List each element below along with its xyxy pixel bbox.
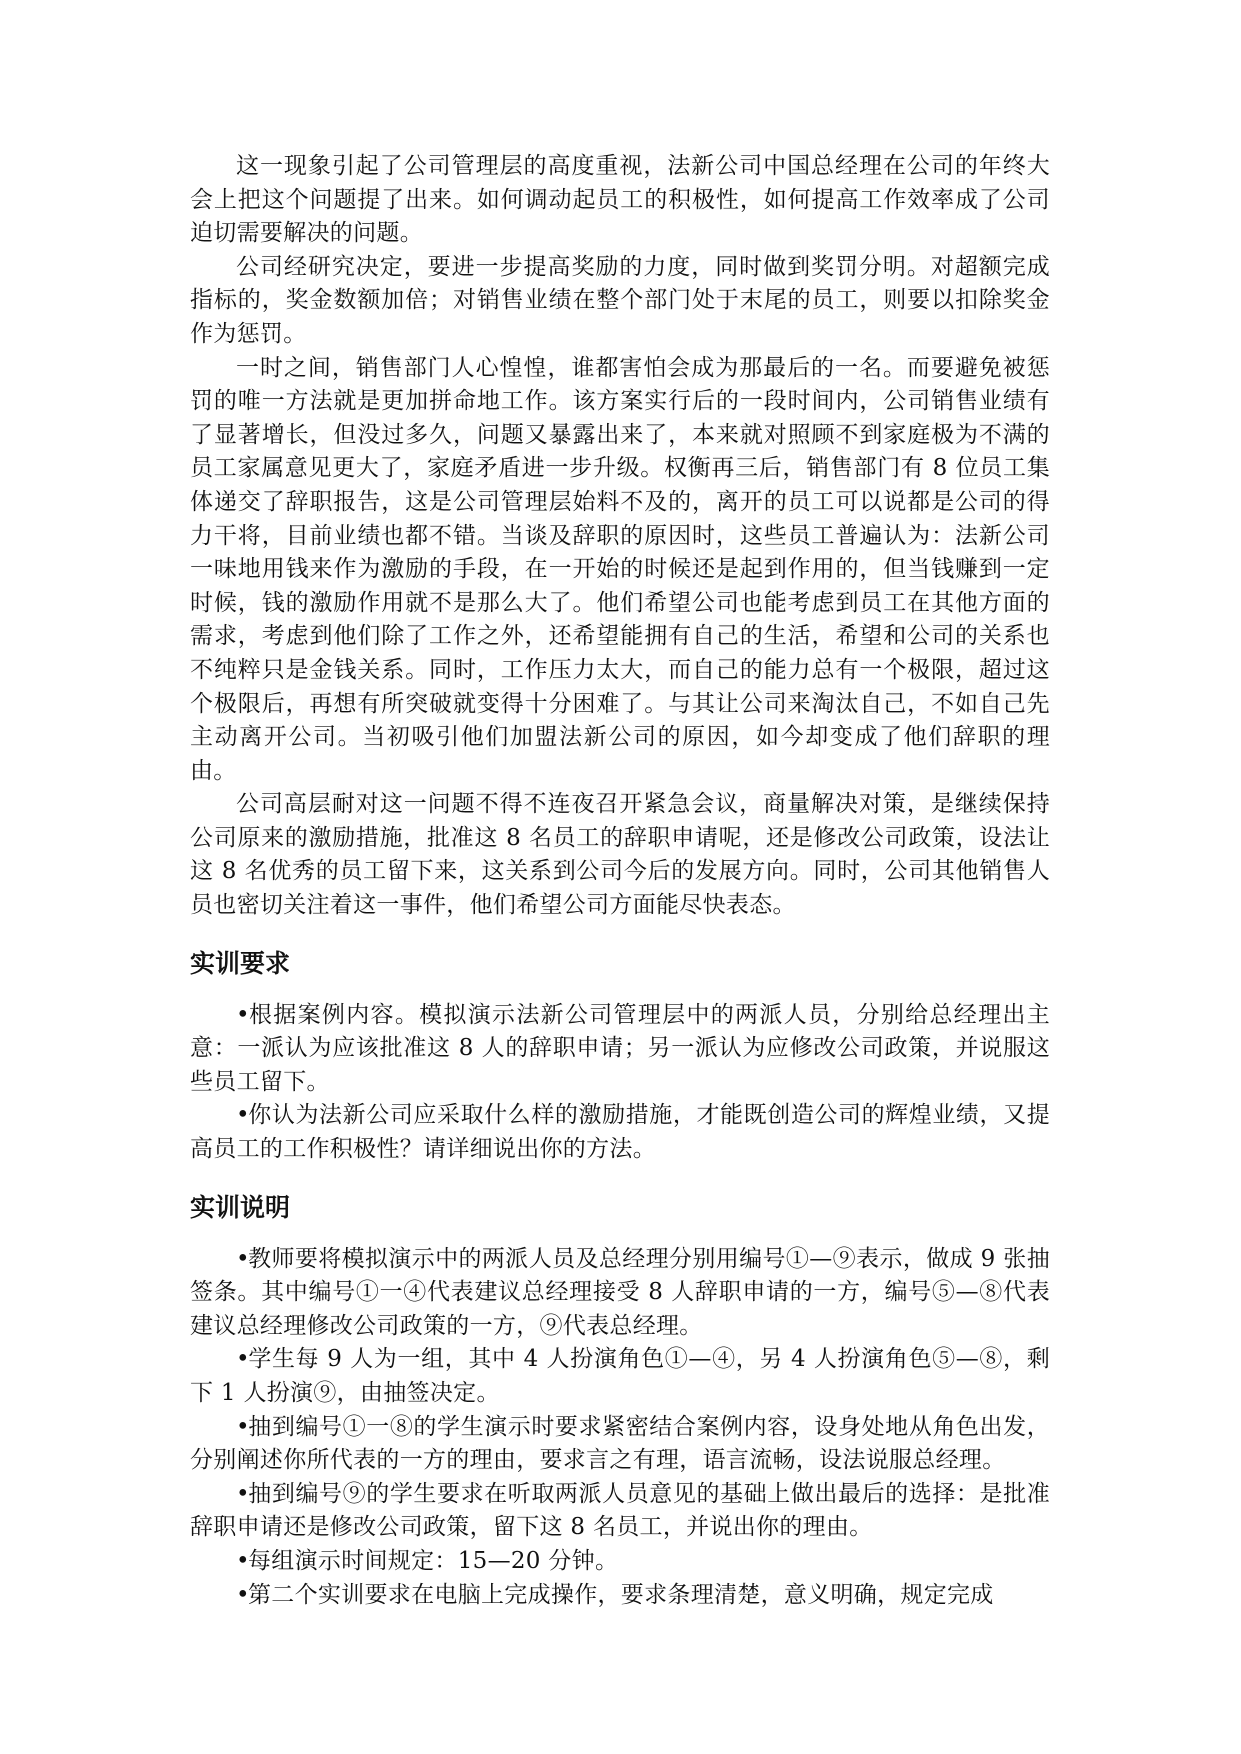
requirement-text: 你认为法新公司应采取什么样的激励措施，才能既创造公司的辉煌业绩，又提高员工的工作积极性？请详细说出你的方法。	[190, 1102, 1050, 1163]
instruction-text: 抽到编号⑨的学生要求在听取两派人员意见的基础上做出最后的选择：是批准辞职申请还是修改公司政策，留下这 8 名员工，并说出你的理由。	[190, 1480, 1050, 1541]
bullet-icon: •	[236, 1346, 250, 1373]
instruction-text: 第二个实训要求在电脑上完成操作，要求条理清楚，意义明确，规定完成	[248, 1581, 994, 1608]
requirement-item-2	[190, 1099, 1050, 1166]
instruction-item-5	[190, 1545, 1050, 1579]
bullet-icon: •	[236, 1581, 250, 1608]
instruction-item-4	[190, 1478, 1050, 1545]
instruction-item-2	[190, 1343, 1050, 1410]
instruction-text: 每组演示时间规定：15—20 分钟。	[248, 1547, 619, 1574]
requirement-text: 根据案例内容。模拟演示法新公司管理层中的两派人员，分别给总经理出主意：一派认为应该批准这 8 人的辞职申请；另一派认为应修改公司政策，并说服这些员工留下。	[190, 1001, 1050, 1095]
document-page	[190, 150, 1050, 1612]
body-paragraph-2: 公司经研究决定，要进一步提高奖励的力度，同时做到奖罚分明。对超额完成指标的，奖金数额加倍；对销售业绩在整个部门处于末尾的员工，则要以扣除奖金作为惩罚。	[190, 253, 1050, 347]
bullet-icon: •	[236, 1001, 250, 1028]
instruction-item-6	[190, 1579, 1050, 1613]
instruction-text: 教师要将模拟演示中的两派人员及总经理分别用编号①—⑨表示，做成 9 张抽签条。其中编号①一④代表建议总经理接受 8 人辞职申请的一方，编号⑤—⑧代表建议总经理修改公司政策的一方，⑨代表总经理。	[190, 1245, 1050, 1339]
bullet-icon: •	[236, 1245, 250, 1272]
requirement-item-1	[190, 999, 1050, 1100]
instruction-item-3	[190, 1411, 1050, 1478]
body-paragraph-3: 一时之间，销售部门人心惶惶，谁都害怕会成为那最后的一名。而要避免被惩罚的唯一方法就是更加拼命地工作。该方案实行后的一段时间内，公司销售业绩有了显著增长，但没过多久，问题又暴露出来了，本来就对照顾不到家庭极为不满的员工家属意见更大了，家庭矛盾进一步升级。权衡再三后，销售部门有 8 位员工集体递交了辞职报告，这是公司管理层始料不及的，离开的员工可以说都是公司的得力干将，目前业绩也都不错。当谈及辞职的原因时，这些员工普遍认为：法新公司一味地用钱来作为激励的手段，在一开始的时候还是起到作用的，但当钱赚到一定时候，钱的激励作用就不是那么大了。他们希望公司也能考虑到员工在其他方面的需求，考虑到他们除了工作之外，还希望能拥有自己的生活，希望和公司的关系也不纯粹只是金钱关系。同时，工作压力太大，而自己的能力总有一个极限，超过这个极限后，再想有所突破就变得十分困难了。与其让公司来淘汰自己，不如自己先主动离开公司。当初吸引他们加盟法新公司的原因，如今却变成了他们辞职的理由。	[190, 354, 1050, 784]
section-heading-requirements: 实训要求	[190, 948, 291, 978]
body-paragraph-4: 公司高层耐对这一问题不得不连夜召开紧急会议，商量解决对策，是继续保持公司原来的激励措施，批准这 8 名员工的辞职申请呢，还是修改公司政策，设法让这 8 名优秀的员工留下来，这关系到公司今后的发展方向。同时，公司其他销售人员也密切关注着这一事件，他们希望公司方面能尽快表态。	[190, 791, 1050, 919]
bullet-icon: •	[236, 1413, 250, 1440]
section-heading-instructions: 实训说明	[190, 1192, 291, 1222]
instruction-text: 抽到编号①一⑧的学生演示时要求紧密结合案例内容，设身处地从角色出发，分别阐述你所代表的一方的理由，要求言之有理，语言流畅，设法说服总经理。	[190, 1413, 1050, 1474]
bullet-icon: •	[236, 1480, 250, 1507]
bullet-icon: •	[236, 1102, 250, 1129]
body-paragraph-1: 这一现象引起了公司管理层的高度重视，法新公司中国总经理在公司的年终大会上把这个问题提了出来。如何调动起员工的积极性，如何提高工作效率成了公司迫切需要解决的问题。	[190, 153, 1050, 247]
instruction-text: 学生每 9 人为一组，其中 4 人扮演角色①—④，另 4 人扮演角色⑤—⑧，剩下 1 人扮演⑨，由抽签决定。	[190, 1346, 1050, 1406]
bullet-icon: •	[236, 1547, 250, 1574]
instruction-item-1	[190, 1243, 1050, 1344]
